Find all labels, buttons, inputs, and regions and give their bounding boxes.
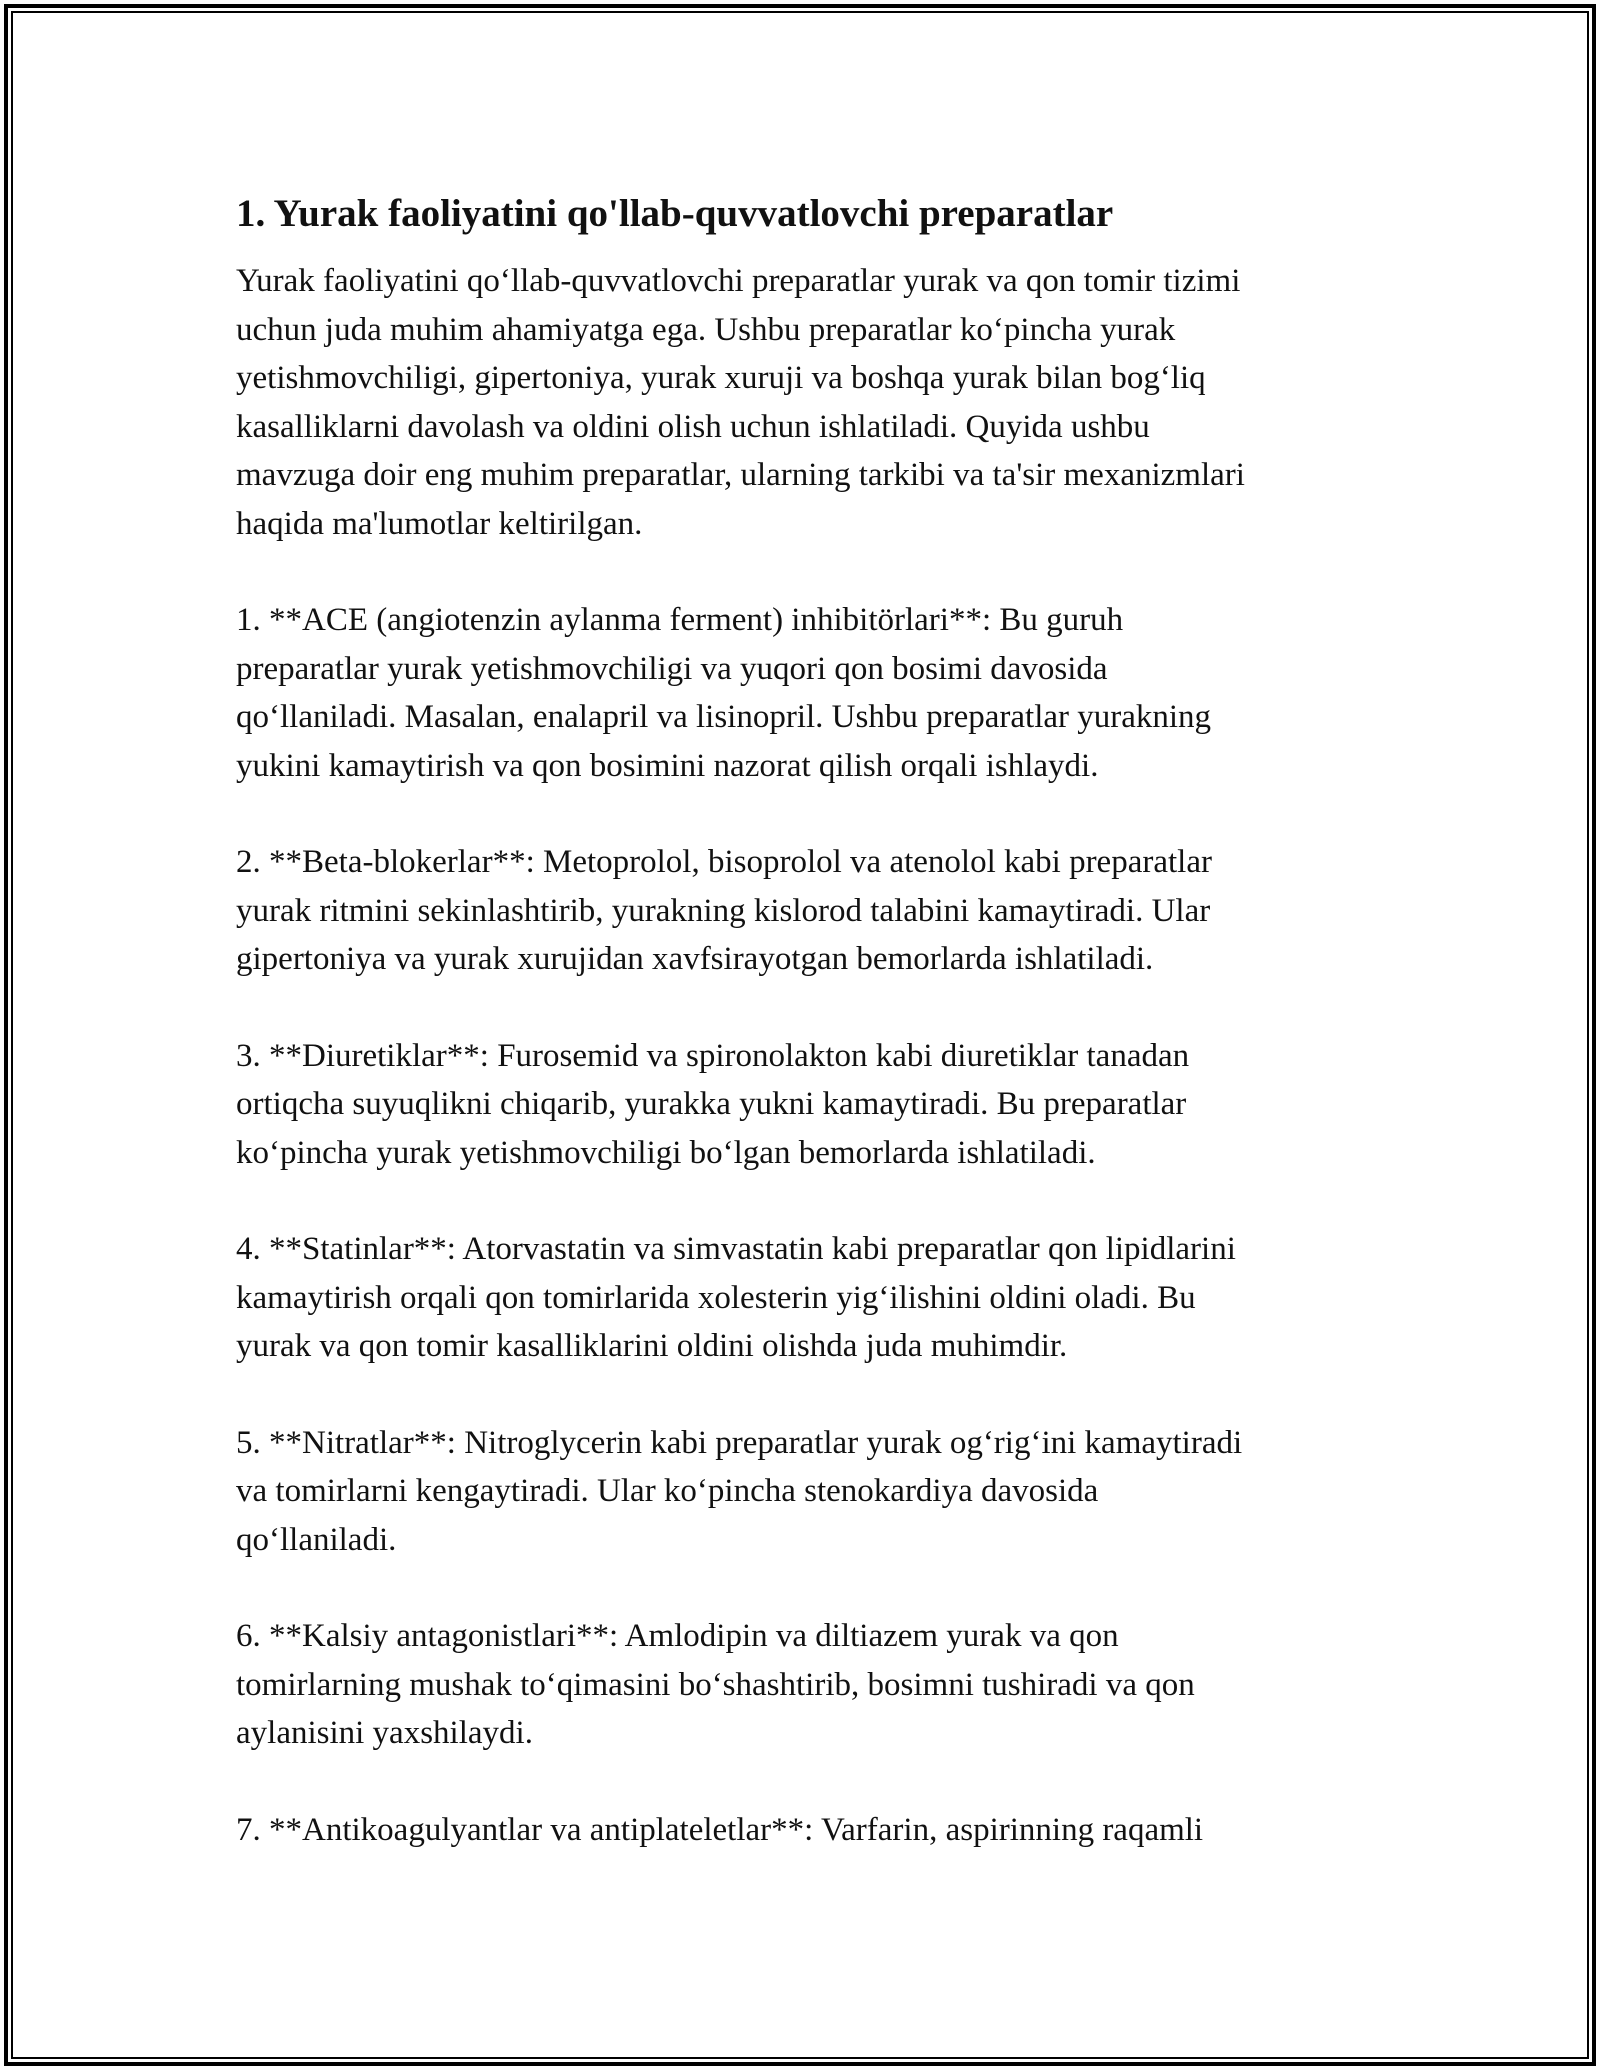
intro-paragraph (236, 257, 1376, 548)
item-line: yurak va qon tomir kasalliklarini oldini olishda juda muhimdir. (236, 1328, 1068, 1364)
item-line: ko‘pincha yurak yetishmovchiligi bo‘lgan bemorlarda ishlatiladi. (236, 1134, 1096, 1171)
item-line: 5. **Nitratlar**: Nitroglycerin kabi preparatlar yurak og‘rig‘ini kamaytiradi (236, 1424, 1243, 1461)
item-line: ortiqcha suyuqlikni chiqarib, yurakka yukni kamaytiradi. Bu preparatlar (236, 1086, 1187, 1122)
item-line: qo‘llaniladi. (236, 1521, 397, 1558)
list-item-calcium-antagonists (236, 1612, 1376, 1758)
item-line: 7. **Antikoagulyantlar va antiplateletlar**: Varfarin, aspirinning raqamli (236, 1811, 1204, 1848)
intro-line: yetishmovchiligi, gipertoniya, yurak xuruji va boshqa yurak bilan bog‘liq (236, 360, 1206, 396)
item-line: va tomirlarni kengaytiradi. Ular ko‘pincha stenokardiya davosida (236, 1473, 1099, 1509)
list-item-beta-blockers (236, 838, 1376, 984)
list-item-anticoagulants (236, 1806, 1376, 1855)
item-line: 3. **Diuretiklar**: Furosemid va spironolakton kabi diuretiklar tanadan (236, 1037, 1190, 1074)
item-line: 4. **Statinlar**: Atorvastatin va simvastatin kabi preparatlar qon lipidlarini (236, 1231, 1236, 1267)
document-content (236, 185, 1376, 1902)
item-line: 1. **ACE (angiotenzin aylanma ferment) inhibitörlari**: Bu guruh (236, 602, 1124, 638)
intro-line: mavzuga doir eng muhim preparatlar, ularning tarkibi va ta'sir mexanizmlari (236, 457, 1245, 493)
intro-line: uchun juda muhim ahamiyatga ega. Ushbu preparatlar ko‘pincha yurak (236, 311, 1176, 348)
intro-line: kasalliklarni davolash va oldini olish uchun ishlatiladi. Quyida ushbu (236, 408, 1150, 445)
item-line: aylanisini yaxshilaydi. (236, 1715, 533, 1751)
list-item-statins (236, 1225, 1376, 1371)
item-line: preparatlar yurak yetishmovchiligi va yuqori qon bosimi davosida (236, 650, 1108, 687)
list-item-nitrates (236, 1419, 1376, 1565)
item-line: yukini kamaytirish va qon bosimini nazorat qilish orqali ishlaydi. (236, 747, 1099, 784)
list-item-ace-inhibitors (236, 596, 1376, 790)
document-title: 1. Yurak faoliyatini qo'llab-quvvatlovchi preparatlar (236, 192, 1114, 235)
item-line: gipertoniya va yurak xurujidan xavfsirayotgan bemorlarda ishlatiladi. (236, 941, 1154, 977)
item-line: qo‘llaniladi. Masalan, enalapril va lisinopril. Ushbu preparatlar yurakning (236, 699, 1212, 735)
item-line: kamaytirish orqali qon tomirlarida xolesterin yig‘ilishini oldini oladi. Bu (236, 1279, 1196, 1316)
item-line: 6. **Kalsiy antagonistlari**: Amlodipin va diltiazem yurak va qon (236, 1618, 1119, 1654)
item-line: tomirlarning mushak to‘qimasini bo‘shashtirib, bosimni tushiradi va qon (236, 1666, 1195, 1703)
item-line: 2. **Beta-blokerlar**: Metoprolol, bisoprolol va atenolol kabi preparatlar (236, 844, 1212, 880)
item-line: yurak ritmini sekinlashtirib, yurakning kislorod talabini kamaytiradi. Ular (236, 892, 1211, 929)
intro-line: haqida ma'lumotlar keltirilgan. (236, 505, 643, 542)
intro-line: Yurak faoliyatini qo‘llab-quvvatlovchi preparatlar yurak va qon tomir tizimi (236, 263, 1241, 299)
list-item-diuretics (236, 1032, 1376, 1178)
